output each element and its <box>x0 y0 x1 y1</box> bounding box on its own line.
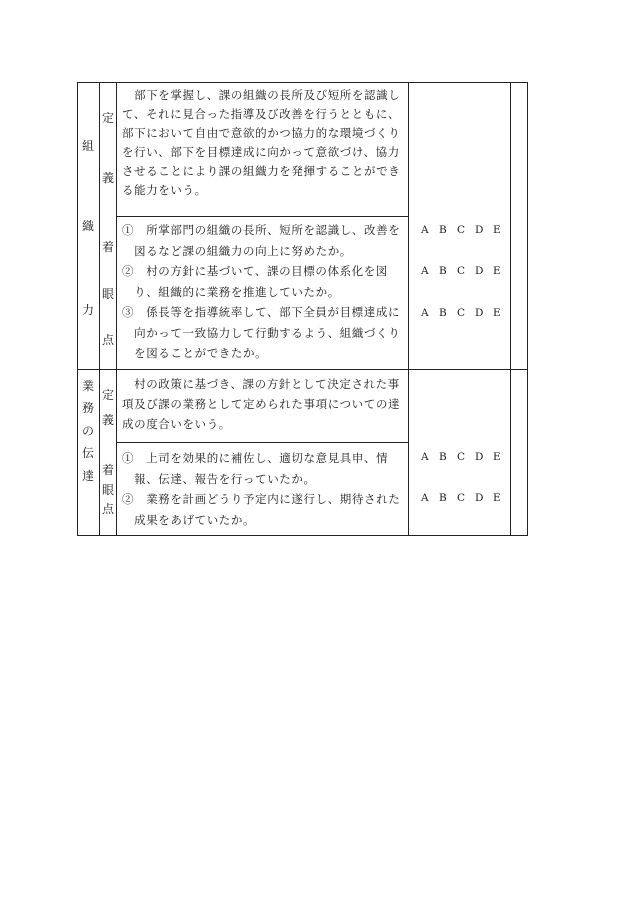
grade-option[interactable]: C <box>457 492 466 504</box>
viewpoint-label-char: 着 <box>101 463 114 477</box>
viewpoint-item: ② 村の方針に基づいて、課の目標の体系化を図 <box>122 264 388 278</box>
definition-line: て、それに見合った指導及び改善を行うとともに、 <box>122 107 401 121</box>
grade-option[interactable]: C <box>457 265 466 277</box>
grade-cell-blank <box>409 83 510 216</box>
grade-scale <box>421 265 511 277</box>
score-column[interactable] <box>511 83 527 535</box>
table-left-border <box>77 82 78 536</box>
grade-option[interactable]: D <box>475 451 484 463</box>
grade-option[interactable]: A <box>421 307 429 319</box>
grade-option[interactable]: E <box>493 307 501 319</box>
viewpoint-label-char: 眼 <box>101 287 114 301</box>
definition-line: 成の度合いをいう。 <box>122 417 231 431</box>
viewpoint-label-char: 点 <box>101 502 114 516</box>
category-char: 力 <box>81 303 94 317</box>
table-right-border <box>527 82 528 536</box>
grade-scale <box>421 492 511 504</box>
viewpoint-item: ① 上司を効果的に補佐し、適切な意見具申、情 <box>122 451 389 465</box>
divider-definition-viewpoint-1 <box>116 216 408 217</box>
viewpoint-item-continuation: 図るなど課の組織力の向上に努めたか。 <box>122 243 352 258</box>
viewpoint-item: ③ 係長等を指導統率して、部下全員が目標達成に <box>122 305 401 319</box>
grade-option[interactable]: B <box>439 451 447 463</box>
viewpoint-text <box>122 448 400 530</box>
grade-option[interactable]: A <box>421 265 429 277</box>
grade-option[interactable]: E <box>493 451 501 463</box>
grade-option[interactable]: B <box>439 224 447 236</box>
viewpoint-item-continuation: り、組織的に業務を推進していたか。 <box>122 284 340 299</box>
category-char: 達 <box>81 469 94 483</box>
viewpoint-item: ① 所掌部門の組織の長所、短所を認識し、改善を <box>122 223 401 237</box>
viewpoint-item: ② 業務を計画どうり予定内に遂行し、期待された <box>122 492 401 506</box>
grade-option[interactable]: D <box>475 224 484 236</box>
definition-label-char: 義 <box>101 171 114 185</box>
category-char: 織 <box>81 219 94 233</box>
definition-label-char: 定 <box>101 111 114 125</box>
definition-line: 項及び課の業務として定められた事項についての達 <box>122 397 401 411</box>
grade-option[interactable]: D <box>475 307 484 319</box>
grade-option[interactable]: A <box>421 224 429 236</box>
grade-option[interactable]: D <box>475 492 484 504</box>
grade-option[interactable]: A <box>421 492 429 504</box>
grade-option[interactable]: E <box>493 265 501 277</box>
viewpoint-label-char: 着 <box>101 240 114 254</box>
grade-option[interactable]: C <box>457 451 466 463</box>
grade-option[interactable]: B <box>439 307 447 319</box>
category-char: 業 <box>81 379 94 393</box>
grade-option[interactable]: C <box>457 307 466 319</box>
grade-option[interactable]: E <box>493 224 501 236</box>
definition-line: させることにより課の組織力を発揮することができ <box>122 164 401 178</box>
grade-scale <box>421 307 511 319</box>
definition-line: 部下において自由で意欲的かつ協力的な環境づくり <box>122 126 401 140</box>
definition-text <box>122 86 400 200</box>
definition-line: る能力をいう。 <box>122 183 207 197</box>
viewpoint-item-continuation: 報、伝達、報告を行っていたか。 <box>122 471 316 486</box>
grade-option[interactable]: E <box>493 492 501 504</box>
viewpoint-item-continuation: 成果をあげていたか。 <box>122 512 256 527</box>
grade-scale <box>421 224 511 236</box>
category-char: 組 <box>81 139 94 153</box>
definition-line: 部下を掌握し、課の組織の長所及び短所を認識し <box>122 88 401 102</box>
grade-option[interactable]: C <box>457 224 466 236</box>
grade-scale <box>421 451 511 463</box>
grade-option[interactable]: B <box>439 492 447 504</box>
section-divider <box>77 369 528 370</box>
definition-text <box>122 374 400 434</box>
viewpoint-label-char: 眼 <box>101 483 114 497</box>
category-char: 伝 <box>81 446 94 460</box>
definition-line: を行い、部下を目標達成に向かって意欲づけ、協力 <box>122 145 400 159</box>
grade-option[interactable]: D <box>475 265 484 277</box>
definition-line: 村の政策に基づき、課の方針として決定された事 <box>122 377 400 391</box>
viewpoint-item-continuation: を図ることができたか。 <box>122 346 268 360</box>
viewpoint-item-continuation: 向かって一致協力して行動するよう、組織づくり <box>122 325 401 340</box>
label-column-border <box>116 82 117 536</box>
viewpoint-text <box>122 220 400 364</box>
table-bottom-border <box>77 535 528 536</box>
definition-label-char: 定 <box>101 388 114 402</box>
category-char: 務 <box>81 401 94 415</box>
definition-label-char: 義 <box>101 413 114 427</box>
viewpoint-label-char: 点 <box>101 333 114 347</box>
grade-option[interactable]: A <box>421 451 429 463</box>
category-char: の <box>81 424 94 438</box>
divider-definition-viewpoint-2 <box>116 442 408 443</box>
grade-option[interactable]: B <box>439 265 447 277</box>
